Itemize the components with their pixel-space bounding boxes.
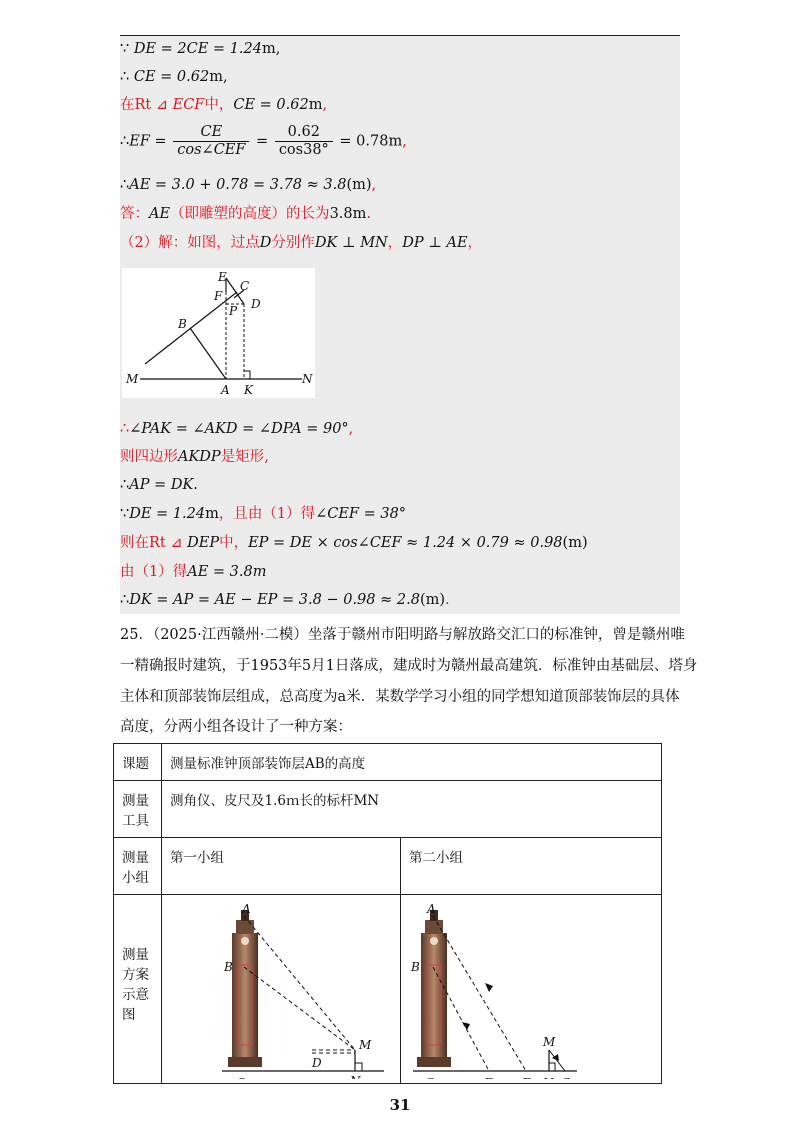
solution-line-4: ∴EF = $\frac{CE}{\text{cos∠CEF}}$ = $\frac{0.62}{\cos 38^\circ}$ = 0.78m, xyxy=(120,124,407,158)
fig1-label-b: B xyxy=(224,960,233,974)
label-m: M xyxy=(126,372,139,386)
fig2-label-a: A xyxy=(427,902,436,916)
solution-line-1: ∵ DE = 2CE = 1.24m, xyxy=(120,41,281,57)
fig2-label-n xyxy=(542,1076,554,1079)
line-ba xyxy=(190,328,226,379)
label-c: C xyxy=(240,279,250,293)
solution-line-3: 在Rt ⊿ ECF中，CE = 0.62m, xyxy=(120,97,328,113)
cell-diagram-1 xyxy=(162,895,401,1084)
fig1-label-d: D xyxy=(312,1056,322,1070)
cell-tools-value: 测角仪、皮尺及1.6ｍ长的标杆MN xyxy=(162,781,662,838)
fig2-label-b: B xyxy=(411,960,420,974)
cell-topic-label: 课题 xyxy=(114,744,162,781)
clock-tower-2 xyxy=(417,910,451,1067)
fig1-label-m: M xyxy=(359,1038,372,1052)
plan-table xyxy=(113,743,662,1084)
solution-line-7: （2）解：如图，过点D分别作DK ⊥ MN，DP ⊥ AE， xyxy=(120,235,483,251)
solution-line-12: 则在Rt ⊿ DEP中，EP = DE × cos∠CEF ≈ 1.24 × 0.79 ≈ 0.98(m) xyxy=(120,535,588,551)
sightline-am xyxy=(244,916,355,1050)
label-b: B xyxy=(178,317,187,331)
cell-groups-label: 测量小组 xyxy=(114,838,162,895)
clock-tower-1 xyxy=(228,910,262,1067)
fig2-label-g xyxy=(561,1076,571,1079)
solution-line-2: ∴ CE = 0.62m, xyxy=(120,69,228,85)
fig1-label-a: A xyxy=(242,902,251,916)
problem-line-3: 主体和顶部装饰层组成，总高度为a米．某数学学习小组的同学想知道顶部装饰层的具体 xyxy=(120,689,680,705)
right-angle-k xyxy=(244,371,250,379)
label-f: F xyxy=(214,289,223,303)
problem-line-2: 一精确报时建筑，于1953年5月1日落成，建成时为赣州最高建筑．标准钟由基础层、塔身 xyxy=(120,658,698,674)
sightline-bm xyxy=(244,967,355,1050)
page-number: 31 xyxy=(389,1096,411,1114)
table-row-diagrams xyxy=(114,895,662,1084)
label-n: N xyxy=(302,372,313,386)
solution-line-11: ∵DE = 1.24m，且由（1）得∠CEF = 38° xyxy=(120,506,407,522)
fraction-1: $\frac{CE}{\text{cos∠CEF}}$ xyxy=(173,124,249,159)
arrow-af xyxy=(485,983,493,992)
cell-diagram-label: 测量方案示意图 xyxy=(114,895,162,1084)
line-slope xyxy=(145,292,237,364)
table-row-tools xyxy=(114,781,662,838)
cell-group-2: 第二小组 xyxy=(401,838,662,895)
right-angle-n1 xyxy=(355,1063,362,1071)
right-angle-n2 xyxy=(549,1063,555,1071)
solution-line-13: 由（1）得AE = 3.8m xyxy=(120,564,267,580)
solution-line-5: ∴AE = 3.0 + 0.78 = 3.78 ≈ 3.8(m), xyxy=(120,177,377,193)
problem-line-4: 高度，分两小组各设计了一种方案： xyxy=(120,719,352,735)
cell-tools-label: 测量工具 xyxy=(114,781,162,838)
problem-line-1: 25．（2025·江西赣州·二模）坐落于赣州市阳明路与解放路交汇口的标准钟，曾是赣州唯 xyxy=(120,627,685,643)
solution-line-8: ∴∠PAK = ∠AKD = ∠DPA = 90°, xyxy=(120,421,354,437)
fig1-label-c xyxy=(236,1076,245,1079)
figure-2-svg xyxy=(401,895,661,1079)
cell-diagram-2 xyxy=(401,895,662,1084)
fig2-label-m: M xyxy=(543,1035,556,1049)
fig2-label-e xyxy=(483,1076,493,1079)
cell-topic-value: 测量标准钟顶部装饰层AB的高度 xyxy=(162,744,662,781)
fraction-2: $\frac{0.62}{\cos 38^\circ}$ xyxy=(275,124,333,159)
geometry-figure-svg xyxy=(122,268,315,398)
geometry-figure xyxy=(122,268,315,398)
label-k: K xyxy=(244,383,253,397)
ray-mg xyxy=(549,1050,565,1071)
label-e: E xyxy=(218,270,227,284)
table-row-topic xyxy=(114,744,662,781)
table-row-groups xyxy=(114,838,662,895)
figure-1-svg xyxy=(162,895,400,1079)
solution-line-9: 则四边形AKDP是矩形, xyxy=(120,449,269,465)
solution-line-10: ∴AP = DK. xyxy=(120,477,198,493)
label-p: P xyxy=(229,304,238,318)
cell-group-1: 第一小组 xyxy=(162,838,401,895)
label-a: A xyxy=(221,383,230,397)
fig1-label-n xyxy=(349,1074,361,1079)
top-rule xyxy=(120,35,680,36)
label-d: D xyxy=(251,297,261,311)
fig2-label-f xyxy=(521,1076,531,1079)
solution-line-14: ∴DK = AP = AE − EP = 3.8 − 0.98 ≈ 2.8(m). xyxy=(120,592,450,608)
fig2-label-c xyxy=(425,1076,434,1079)
solution-line-6: 答：AE（即雕塑的高度）的长为3.8m. xyxy=(120,206,371,222)
